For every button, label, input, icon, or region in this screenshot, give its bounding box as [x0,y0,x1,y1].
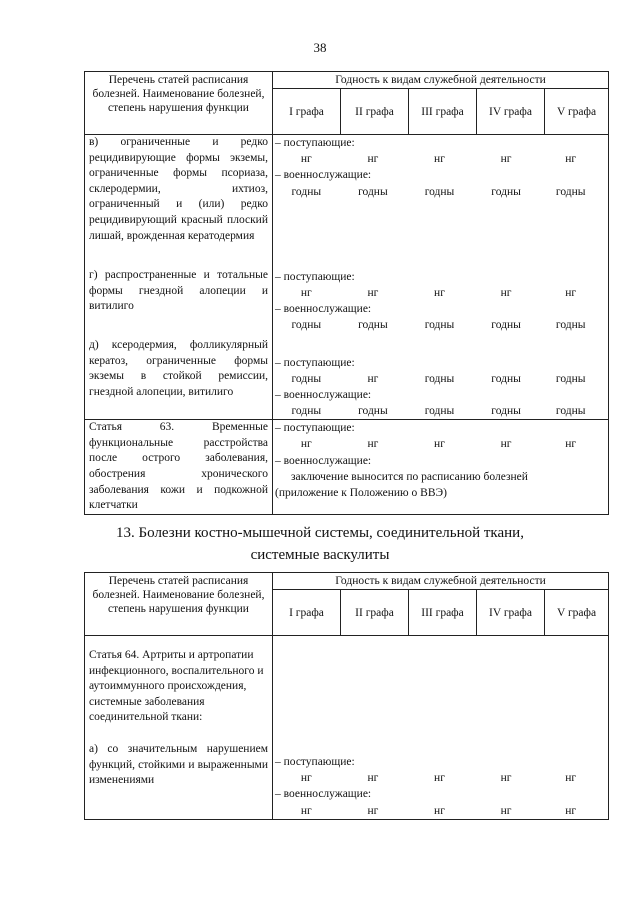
value-cell: годны [491,319,521,332]
item-a-label-applicants: – поступающие: [275,756,355,768]
value-cell: годны [424,405,455,418]
value-cell: нг [500,772,512,785]
value-cell: нг [367,772,379,785]
value-cell: нг [434,804,445,817]
value-cell: годны [491,185,521,198]
value-cell: нг [367,438,379,451]
value-cell: нг [434,153,445,166]
header-col-2: II графа [341,590,409,636]
value-cell: годны [555,185,586,198]
header-fitness: Годность к видам служебной деятельности [273,72,609,89]
value-cell: нг [367,804,379,817]
item-g-label-applicants: – поступающие: [275,270,355,283]
value-cell: годны [358,185,388,198]
value-cell: годны [491,372,521,385]
header-col-2: II графа [341,89,409,135]
value-cell: нг [500,804,512,817]
item-a-servicemen-row [273,803,602,819]
header-list-of-articles: Перечень статей расписания болезней. Наименование болезней, степень нарушения функции [85,573,273,636]
item-a-desc: а) со значительным нарушением функций, стойкими и выраженными изменениями [89,742,268,787]
item-v-applicants-row [273,151,602,167]
item-d-applicants-row [273,371,602,387]
item-d-servicemen-row [273,403,602,419]
value-cell: нг [300,438,312,451]
item-d-desc: д) ксеродермия, фолликулярный кератоз, ограниченные формы экземы в стойкой ремиссии, гнездной алопеции, витилиго [89,338,268,398]
item-g-desc: г) распространенные и тотальные формы гнездной алопеции и витилиго [89,269,268,313]
fitness-table-1 [84,71,609,515]
value-cell: годны [291,185,322,198]
header-fitness: Годность к видам служебной деятельности [273,573,609,590]
value-cell: нг [434,438,445,451]
item-v-desc: в) ограниченные и редко рецидивирующие формы экземы, ограниченные формы псориаза, склеродермии, ихтиоз, ограниченный и (или) редко рецидивирующий красный плоский лишай, врожденная кератодермия [89,136,268,242]
header-col-4: IV графа [477,89,545,135]
value-cell: годны [358,405,388,418]
fitness-table-2 [84,572,609,820]
item-a-label-servicemen: – военнослужащие: [275,788,372,801]
value-cell: нг [300,772,312,785]
item-v-label-servicemen: – военнослужащие: [275,169,372,182]
value-cell: нг [565,153,577,166]
items-values [273,135,609,420]
article-63-note: заключение выносится по расписанию болезней [291,470,528,483]
value-cell: годны [555,319,586,332]
value-cell: годны [291,319,322,332]
item-a-applicants-row [273,770,602,786]
value-cell: годны [555,372,586,385]
header-col-3: III графа [409,89,477,135]
item-a-values [273,636,609,820]
header-col-1: I графа [273,89,341,135]
item-g-label-servicemen: – военнослужащие: [275,303,372,316]
value-cell: нг [434,772,445,785]
value-cell: годны [291,405,322,418]
value-cell: нг [500,153,512,166]
value-cell: годны [555,405,586,418]
item-d-label-applicants: – поступающие: [275,356,355,369]
item-v-label-applicants: – поступающие: [275,137,355,149]
value-cell: нг [500,286,512,299]
header-col-5: V графа [545,590,609,636]
article-63-label-applicants: – поступающие: [275,422,355,435]
value-cell: годны [424,185,455,198]
value-cell: нг [565,438,577,451]
header-list-of-articles: Перечень статей расписания болезней. Наименование болезней, степень нарушения функции [85,72,273,135]
article-64-block [85,636,273,820]
value-cell: нг [565,286,577,299]
value-cell: нг [434,286,445,299]
article-63-desc: Статья 63. Временные функциональные расстройства после острого заболевания, обострения хронического заболевания кожи и подкожной клетчатки [85,420,273,515]
value-cell: нг [300,286,312,299]
item-d-label-servicemen: – военнослужащие: [275,388,372,401]
header-col-1: I графа [273,590,341,636]
value-cell: годны [291,372,322,385]
article-63-applicants-row [273,436,602,452]
value-cell: годны [491,405,521,418]
header-col-4: IV графа [477,590,545,636]
value-cell: нг [300,153,312,166]
item-g-servicemen-row [273,317,602,333]
value-cell: годны [358,319,388,332]
section-title-line-1: 13. Болезни костно-мышечной системы, соединительной ткани, [116,525,524,541]
article-63-values [273,420,609,515]
article-63-label-servicemen: – военнослужащие: [275,454,372,467]
value-cell: нг [565,772,577,785]
header-col-3: III графа [409,590,477,636]
section-title [0,522,640,566]
value-cell: нг [565,804,577,817]
value-cell: годны [424,372,455,385]
value-cell: годны [424,319,455,332]
value-cell: нг [367,286,379,299]
page-number: 38 [313,40,327,55]
article-63-note-ref: (приложение к Положению о ВВЭ) [275,487,447,499]
value-cell: нг [367,372,379,385]
items-descriptions [85,135,273,420]
item-v-servicemen-row [273,184,602,200]
article-64-desc: Статья 64. Артриты и артропатии инфекционного, воспалительного и аутоиммунного происхождения, системные заболевания соединительной ткани: [89,649,264,724]
item-g-applicants-row [273,285,602,301]
value-cell: нг [500,438,512,451]
value-cell: нг [367,153,379,166]
header-col-5: V графа [545,89,609,135]
value-cell: нг [300,804,312,817]
section-title-line-2: системные васкулиты [250,547,390,563]
